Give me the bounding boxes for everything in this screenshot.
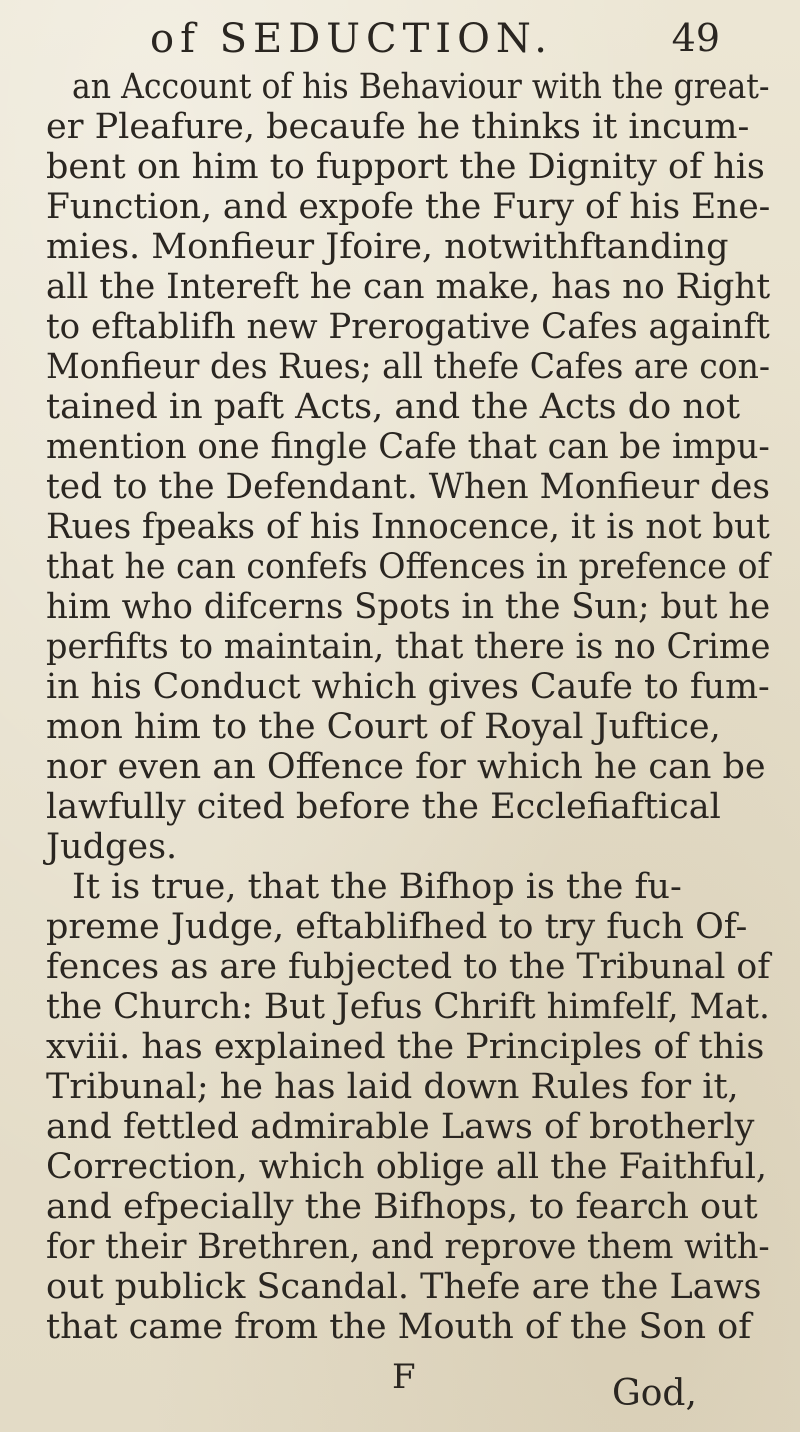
text-line: nor even an Offence for which he can be [46, 747, 766, 787]
page-number: 49 [671, 16, 720, 60]
text-line: Rues fpeaks of his Innocence, it is not but [46, 507, 770, 547]
text-line: Judges. [46, 827, 178, 867]
text-line: out publick Scandal. Thefe are the Laws [46, 1267, 762, 1307]
text-line: an Account of his Behaviour with the great- [72, 67, 770, 107]
text-line: lawfully cited before the Ecclefiaftical [46, 787, 721, 827]
text-line: er Pleafure, becaufe he thinks it incum- [46, 107, 750, 147]
text-line: for their Brethren, and reprove them with- [46, 1227, 770, 1267]
text-line: mention one fingle Cafe that can be impu- [46, 427, 770, 467]
text-line: It is true, that the Bifhop is the fu- [72, 867, 682, 907]
text-line: to eftablifh new Prerogative Cafes againft [46, 307, 770, 347]
text-line: mon him to the Court of Royal Juftice, [46, 707, 721, 747]
text-line: all the Intereft he can make, has no Right [46, 267, 771, 307]
text-line: bent on him to fupport the Dignity of his [46, 147, 765, 187]
text-line: xviii. has explained the Principles of this [46, 1027, 765, 1067]
signature-mark: F [392, 1357, 416, 1397]
text-line: ted to the Defendant. When Monfieur des [46, 467, 770, 507]
text-line: Tribunal; he has laid down Rules for it, [46, 1067, 739, 1107]
text-line: fences as are fubjected to the Tribunal of [46, 947, 771, 987]
text-line: that he can confefs Offences in prefence of [46, 547, 770, 587]
text-line: mies. Monfieur Jfoire, notwithftanding [46, 227, 729, 267]
text-line: the Church: But Jefus Chrift himfelf, Mat. [46, 987, 770, 1027]
catchword: God, [612, 1373, 697, 1414]
text-line: and efpecially the Bifhops, to fearch out [46, 1187, 758, 1227]
text-line: Function, and expofe the Fury of his Ene- [46, 187, 771, 227]
running-head: of SEDUCTION. [150, 16, 554, 62]
text-line: and fettled admirable Laws of brotherly [46, 1107, 755, 1147]
text-line: tained in paft Acts, and the Acts do not [46, 387, 741, 427]
text-line: perfifts to maintain, that there is no Crime [46, 627, 771, 667]
text-line: Monfieur des Rues; all thefe Cafes are con- [46, 347, 770, 387]
text-line: that came from the Mouth of the Son of [46, 1307, 752, 1347]
text-line: Correction, which oblige all the Faithful, [46, 1147, 768, 1187]
text-line: preme Judge, eftablifhed to try fuch Of- [46, 907, 748, 947]
text-line: in his Conduct which gives Caufe to fum- [46, 667, 770, 707]
text-line: him who difcerns Spots in the Sun; but he [46, 587, 771, 627]
